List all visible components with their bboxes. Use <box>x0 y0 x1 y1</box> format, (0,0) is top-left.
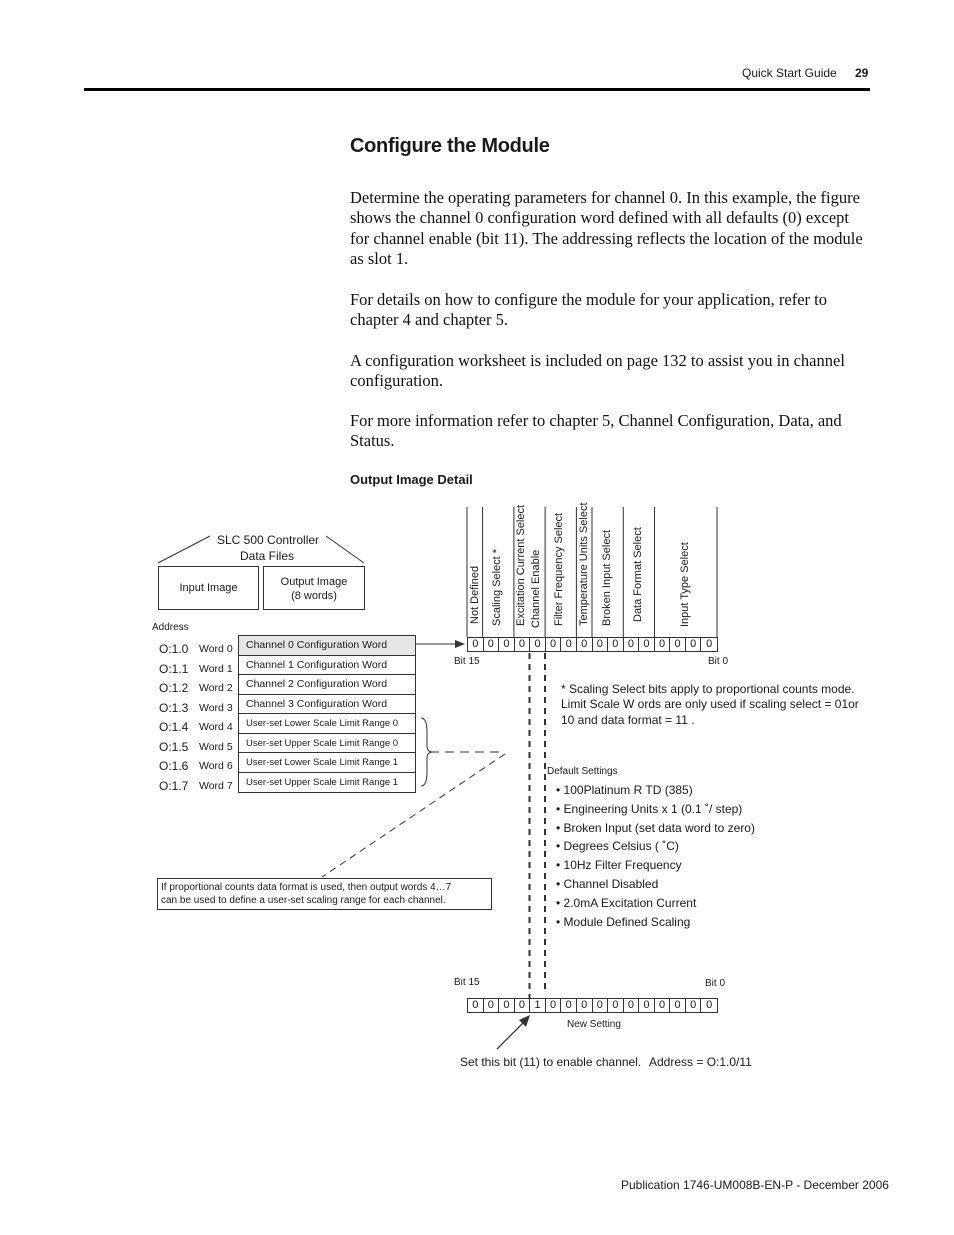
bit-cell: 0 <box>530 638 546 651</box>
controller-label: SLC 500 Controller <box>217 533 320 547</box>
list-item: • Engineering Units x 1 (0.1 ˚/ step) <box>556 801 743 816</box>
bit-cell: 0 <box>593 999 609 1012</box>
word-label: Word 6 <box>199 760 233 772</box>
list-item-text: 10Hz Filter Frequency <box>563 858 682 873</box>
bit-cell: 0 <box>608 638 624 651</box>
list-item-text: Broken Input (set data word to zero) <box>563 820 755 835</box>
field-label: Broken Input Select <box>601 529 613 626</box>
address-value: O:1.5 <box>159 739 189 754</box>
word-row: User-set Lower Scale Limit Range 1 <box>239 753 415 773</box>
word-label: Word 3 <box>199 701 233 714</box>
bit-cell: 0 <box>561 999 577 1012</box>
field-label: Excitation Current Select <box>515 504 527 626</box>
bit15-label: Bit 15 <box>454 656 480 667</box>
figure-title: Output Image Detail <box>350 472 473 487</box>
enable-bit-note: Set this bit (11) to enable channel. <box>460 1055 642 1069</box>
bit0-label-new: Bit 0 <box>705 978 726 989</box>
bit-cell: 0 <box>639 638 655 651</box>
field-label: Not Defined <box>469 565 481 624</box>
bit-cell: 0 <box>577 638 593 651</box>
field-label: Channel Enable <box>530 549 542 628</box>
list-item-text: 100Platinum R TD (385) <box>563 783 693 797</box>
bit-cell: 0 <box>468 638 484 651</box>
word-label-column <box>199 640 233 796</box>
new-setting-label: New Setting <box>567 1019 621 1030</box>
paragraph-2: For details on how to configure the module for your application, refer to chapter 4 and chapter 5. <box>350 290 827 330</box>
address-value: O:1.4 <box>159 720 189 734</box>
bit-cell: 0 <box>577 999 593 1012</box>
field-label: Filter Frequency Select <box>553 512 565 626</box>
word-label: Word 7 <box>199 779 233 792</box>
output-image-label: Output Image <box>280 576 348 588</box>
list-item: • 10Hz Filter Frequency <box>556 858 682 873</box>
new-bit-register <box>467 998 718 1013</box>
bit-cell: 0 <box>655 638 671 651</box>
word-row: User-set Lower Scale Limit Range 0 <box>239 714 415 734</box>
section-heading: Configure the Module <box>350 135 550 157</box>
scaling-note-line2: Limit Scale W ords are only used if scaling select = 01or <box>561 697 859 711</box>
bit-cell: 1 <box>530 999 546 1012</box>
list-item: • Channel Disabled <box>556 876 659 891</box>
list-item: • 2.0mA Excitation Current <box>556 895 697 910</box>
proportional-note-line1: If proportional counts data format is used, then output words 4…7 <box>161 882 452 893</box>
default-settings-list <box>556 781 755 931</box>
proportional-note <box>157 878 492 910</box>
address-header: Address <box>152 622 189 633</box>
bit-cell: 0 <box>670 638 686 651</box>
default-settings-title: Default Settings <box>547 766 618 777</box>
bit-cell: 0 <box>655 999 671 1012</box>
bit-cell: 0 <box>624 638 640 651</box>
list-item-text: Engineering Units x 1 (0.1 ˚/ step) <box>563 801 743 816</box>
list-item: • Degrees Celsius ( ˚C) <box>556 839 679 854</box>
paragraph-3: A configuration worksheet is included on page 132 to assist you in channel configuration. <box>350 351 845 391</box>
bit0-label: Bit 0 <box>708 656 729 667</box>
page-number: 29 <box>855 66 869 80</box>
list-item-text: Channel Disabled <box>563 876 659 891</box>
bit-cell: 0 <box>670 999 686 1012</box>
word-label: Word 0 <box>199 643 233 655</box>
address-value: O:1.6 <box>159 759 189 773</box>
list-item: • Broken Input (set data word to zero) <box>556 820 755 835</box>
word-row: User-set Upper Scale Limit Range 0 <box>239 734 415 754</box>
word-row: Channel 1 Configuration Word <box>239 656 415 676</box>
address-note: Address = O:1.0/11 <box>649 1055 752 1069</box>
word-label: Word 1 <box>199 662 233 675</box>
bit15-label-new: Bit 15 <box>454 977 480 988</box>
bit-cell: 0 <box>593 638 609 651</box>
paragraph-1: Determine the operating parameters for channel 0. In this example, the figure shows the channel 0 configuration word defined with all defaults (0) except for channel enable (bit 11). The addressing reflects the location of the module as slot 1. <box>350 188 863 268</box>
field-label: Temperature Units Select <box>578 502 590 626</box>
field-label: Scaling Select * <box>491 548 503 626</box>
word-row: Channel 0 Configuration Word <box>239 636 415 656</box>
word-label: Word 4 <box>199 721 233 733</box>
bit-cell: 0 <box>484 999 500 1012</box>
publication-footer: Publication 1746-UM008B-EN-P - December 2006 <box>621 1178 889 1192</box>
bit-cell: 0 <box>624 999 640 1012</box>
bit-cell: 0 <box>639 999 655 1012</box>
list-item-text: 2.0mA Excitation Current <box>563 895 697 910</box>
running-header-title: Quick Start Guide <box>742 66 837 80</box>
output-image-box <box>263 566 365 610</box>
bit-cell: 0 <box>499 638 515 651</box>
list-item: • 100Platinum R TD (385) <box>556 783 693 797</box>
bit-cell: 0 <box>706 638 713 650</box>
scaling-note-line3: 10 and data format = 11 . <box>561 713 695 727</box>
proportional-note-line2: can be used to define a user-set scaling range for each channel. <box>161 895 446 906</box>
word-label: Word 2 <box>199 682 233 694</box>
word-row: Channel 2 Configuration Word <box>239 675 415 695</box>
address-value: O:1.3 <box>159 700 189 715</box>
bit-cell: 0 <box>515 999 531 1012</box>
address-value: O:1.0 <box>159 642 189 656</box>
bit-cell: 0 <box>686 999 702 1012</box>
bit-cell: 0 <box>686 638 702 651</box>
output-word-table <box>238 635 416 793</box>
list-item-text: Degrees Celsius ( ˚C) <box>563 839 679 854</box>
field-label: Data Format Select <box>632 527 644 622</box>
address-value: O:1.1 <box>159 661 189 676</box>
address-value: O:1.2 <box>159 681 189 695</box>
bit-cell: 0 <box>484 638 500 651</box>
controller-label-line2: Data Files <box>240 549 295 563</box>
paragraph-4: For more information refer to chapter 5, Channel Configuration, Data, and Status. <box>350 411 842 451</box>
address-column <box>159 640 188 796</box>
output-image-count: (8 words) <box>291 590 337 602</box>
word-row: Channel 3 Configuration Word <box>239 695 415 715</box>
word-label: Word 5 <box>199 740 233 753</box>
field-label: Input Type Select <box>679 542 691 627</box>
bit-cell: 0 <box>608 999 624 1012</box>
bit-cell: 0 <box>546 638 562 651</box>
bit-cell: 0 <box>561 638 577 651</box>
bit-cell: 0 <box>499 999 515 1012</box>
input-image-label: Input Image <box>179 582 238 594</box>
bit-cell: 0 <box>468 999 484 1012</box>
address-value: O:1.7 <box>159 778 189 793</box>
bit-cell: 0 <box>515 638 531 651</box>
bit-cell: 0 <box>706 999 713 1011</box>
default-bit-register <box>467 637 718 652</box>
list-item-text: Module Defined Scaling <box>563 914 691 929</box>
word-row: User-set Upper Scale Limit Range 1 <box>246 776 399 788</box>
input-image-box <box>158 566 259 610</box>
bit-cell: 0 <box>546 999 562 1012</box>
list-item: • Module Defined Scaling <box>556 914 691 929</box>
scaling-note-line1: * Scaling Select bits apply to proportional counts mode. <box>561 682 855 696</box>
